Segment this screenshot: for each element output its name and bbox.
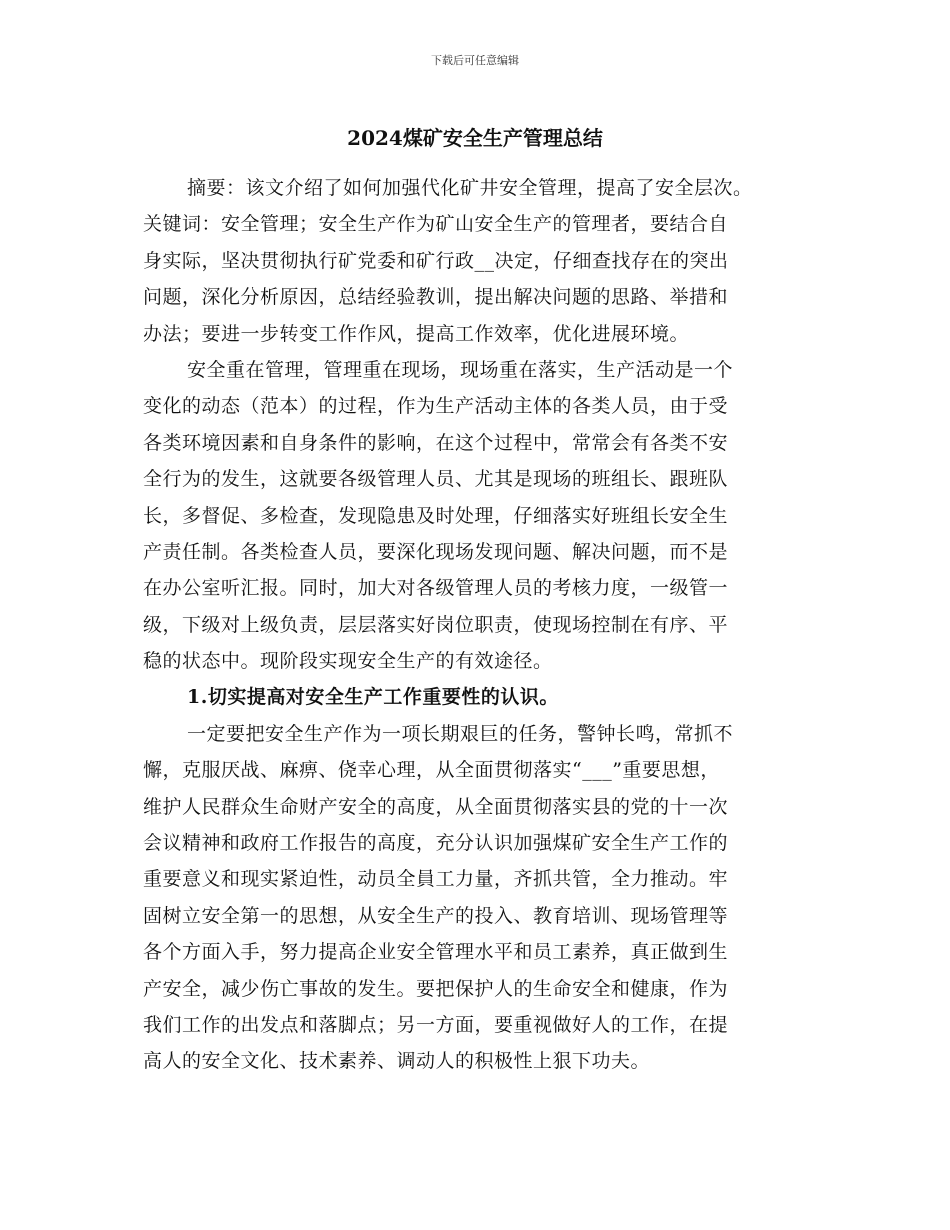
- abstract-paragraph: [143, 170, 823, 352]
- paragraph-line: 稳的状态中。现阶段实现安全生产的有效途径。: [143, 650, 553, 673]
- body-paragraph: [143, 352, 823, 680]
- paragraph-line: 长，多督促、多检查，发现隐患及时处理，仔细落实好班组长安全生: [143, 504, 729, 527]
- section-heading-text: 1.切实提高对安全生产工作重要性的认识。: [187, 686, 559, 709]
- paragraph-line: 变化的动态（范本）的过程，作为生产活动主体的各类人员，由于受: [143, 395, 729, 418]
- paragraph-line: 各类环境因素和自身条件的影响，在这个过程中，常常会有各类不安: [143, 431, 729, 454]
- paragraph-line: 一定要把安全生产作为一项长期艰巨的任务，警钟长鸣，常抓不: [187, 722, 734, 745]
- paragraph-line: 问题，深化分析原因，总结经验教训，提出解决问题的思路、举措和: [143, 286, 729, 309]
- paragraph-line: 产责任制。各类检查人员，要深化现场发现问题、解决问题，而不是: [143, 540, 729, 563]
- paragraph-line: 关键词：安全管理；安全生产作为矿山安全生产的管理者，要结合自: [143, 213, 729, 236]
- paragraph-line: 级，下级对上级负责，层层落实好岗位职责，使现场控制在有序、平: [143, 613, 729, 636]
- paragraph-line: 产安全，减少伤亡事故的发生。要把保护人的生命安全和健康，作为: [143, 977, 729, 1000]
- paragraph-line: 维护人民群众生命财产安全的高度，从全面贯彻落实县的党的十一次: [143, 795, 729, 818]
- document-body: [143, 170, 823, 1080]
- paragraph-line: 各个方面入手，努力提高企业安全管理水平和员工素养，真正做到生: [143, 941, 729, 964]
- page-header-note: 下载后可任意编辑: [431, 54, 519, 67]
- paragraph-line: 会议精神和政府工作报告的高度，充分认识加强煤矿安全生产工作的: [143, 832, 729, 855]
- document-title: 2024煤矿安全生产管理总结: [347, 126, 603, 150]
- paragraph-line: 在办公室听汇报。同时，加大对各级管理人员的考核力度，一级管一: [143, 577, 729, 600]
- paragraph-line: 我们工作的出发点和落脚点；另一方面，要重视做好人的工作，在提: [143, 1013, 729, 1036]
- paragraph-line: 安全重在管理，管理重在现场，现场重在落实，生产活动是一个: [187, 358, 734, 381]
- paragraph-line: 懈，克服厌战、麻痹、侥幸心理，从全面贯彻落实“___”重要思想，: [143, 759, 720, 782]
- section-heading: [143, 679, 823, 715]
- paragraph-line: 固树立安全第一的思想，从安全生产的投入、教育培训、现场管理等: [143, 904, 729, 927]
- paragraph-line: 摘要：该文介绍了如何加强代化矿井安全管理，提高了安全层次。: [187, 177, 753, 199]
- paragraph-line: 身实际，坚决贯彻执行矿党委和矿行政__决定，仔细查找存在的突出: [143, 249, 729, 272]
- body-paragraph: [143, 716, 823, 1080]
- paragraph-line: 重要意义和现实紧迫性，动员全員工力量，齐抓共管，全力推动。牢: [143, 868, 729, 891]
- paragraph-line: 高人的安全文化、技术素养、调动人的积极性上狠下功夫。: [143, 1050, 651, 1073]
- paragraph-line: 办法；要进一步转变工作作风，提高工作效率，优化进展环境。: [143, 322, 690, 345]
- paragraph-line: 全行为的发生，这就要各级管理人员、尤其是现场的班组长、跟班队: [143, 468, 729, 491]
